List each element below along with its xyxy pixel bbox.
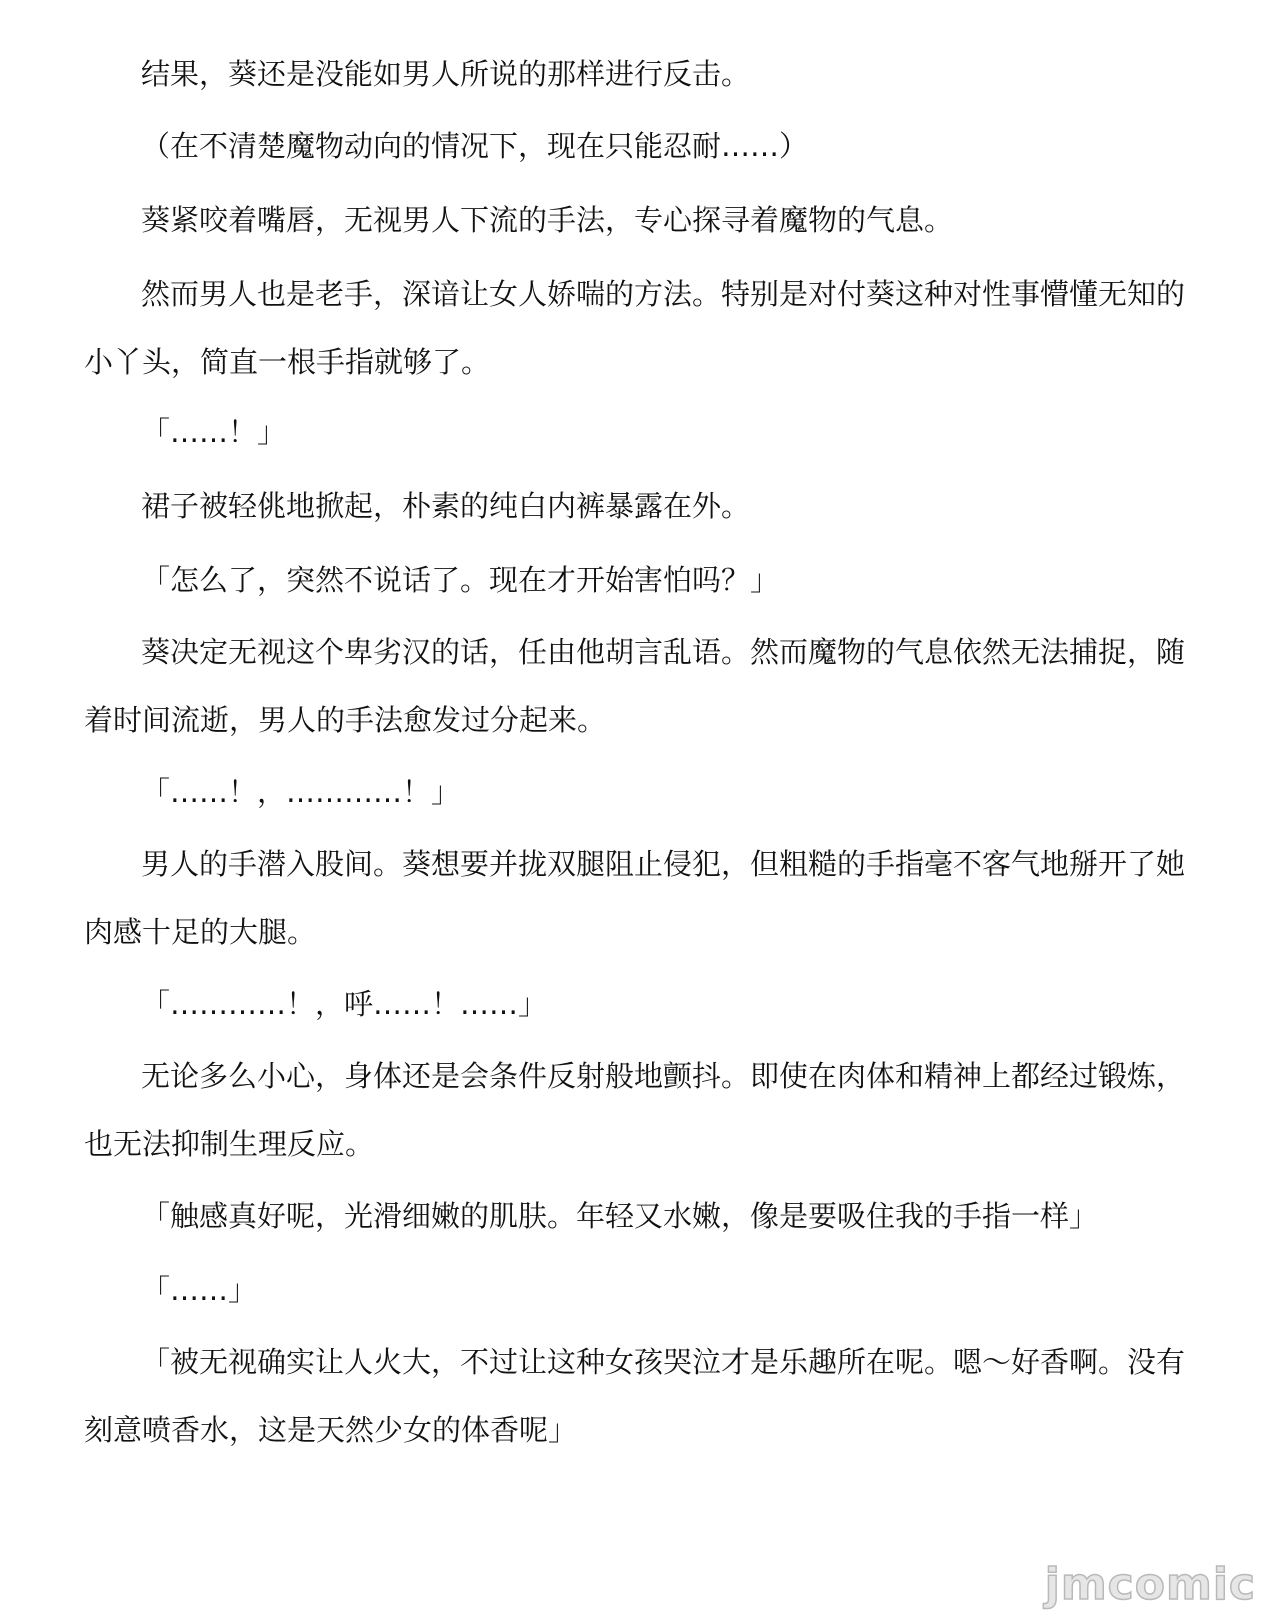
paragraph-9: 「……！，…………！」 xyxy=(141,775,461,809)
paragraph-6: 裙子被轻佻地掀起，朴素的纯白内裤暴露在外。 xyxy=(141,489,751,523)
paragraph-4: 然而男人也是老手，深谙让女人娇喘的方法。特别是对付葵这种对性事懵懂无知的小丫头，简直一根手指就够了。 xyxy=(84,277,1186,379)
paragraph-14: 「……」 xyxy=(141,1273,258,1307)
paragraph-8: 葵决定无视这个卑劣汉的话，任由他胡言乱语。然而魔物的气息依然无法捕捉，随着时间流逝，男人的手法愈发过分起来。 xyxy=(84,635,1186,737)
paragraph-5: 「……！」 xyxy=(141,415,287,449)
paragraph-1: 结果，葵还是没能如男人所说的那样进行反击。 xyxy=(141,57,751,91)
paragraph-2: （在不清楚魔物动向的情况下，现在只能忍耐……） xyxy=(141,129,809,163)
paragraph-3: 葵紧咬着嘴唇，无视男人下流的手法，专心探寻着魔物的气息。 xyxy=(141,203,954,237)
paragraph-13: 「触感真好呢，光滑细嫩的肌肤。年轻又水嫩，像是要吸住我的手指一样」 xyxy=(141,1199,1099,1233)
paragraph-15: 「被无视确实让人火大，不过让这种女孩哭泣才是乐趣所在呢。嗯～好香啊。没有刻意喷香水，这是天然少女的体香呢」 xyxy=(84,1345,1186,1447)
paragraph-12: 无论多么小心，身体还是会条件反射般地颤抖。即使在肉体和精神上都经过锻炼，也无法抑制生理反应。 xyxy=(84,1059,1186,1161)
paragraph-11: 「…………！，呼……！……」 xyxy=(141,987,548,1021)
watermark-logo: jmcomic xyxy=(1044,1559,1256,1610)
paragraph-10: 男人的手潜入股间。葵想要并拢双腿阻止侵犯，但粗糙的手指毫不客气地掰开了她肉感十足的大腿。 xyxy=(84,847,1186,949)
paragraph-7: 「怎么了，突然不说话了。现在才开始害怕吗？」 xyxy=(141,563,780,597)
